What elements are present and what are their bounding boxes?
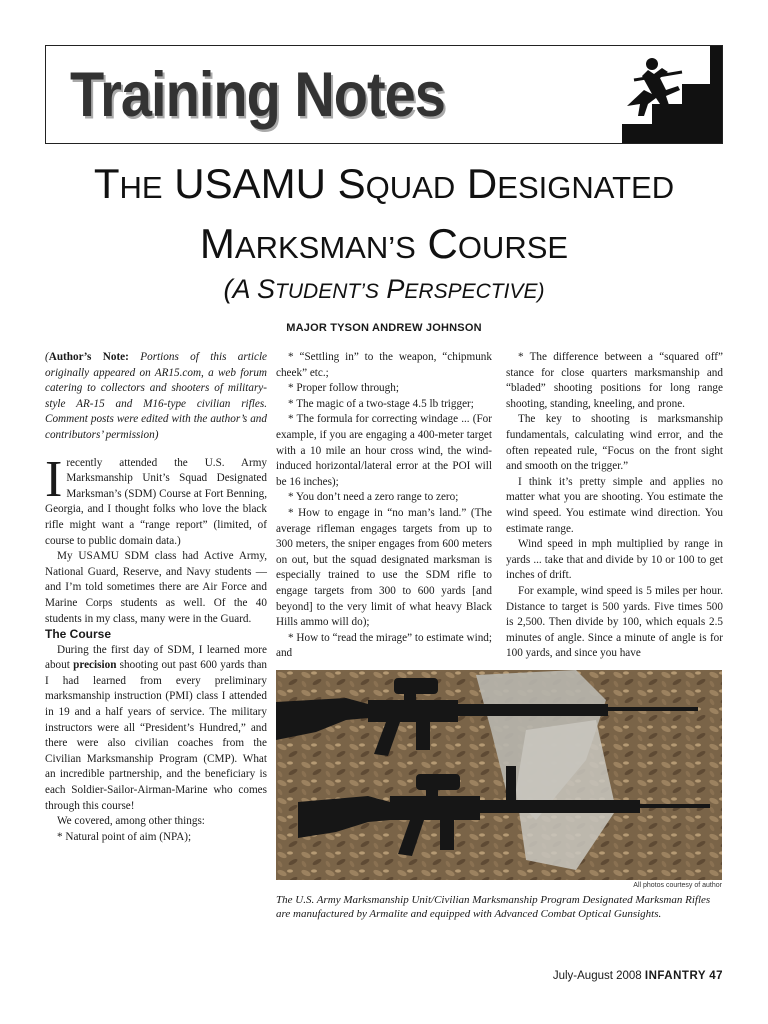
paragraph: During the first day of SDM, I learned more about precision shooting out past 600 yards than I had learned from every preliminary marksmanship instruction (PMI) class I attended in 19 and a half years of service. The military instructors were all “President’s Hundred,” and there were also civilian coaches from the Civilian Marksmanship Program (CMP). What an incredible partnership, and the beneficiary is each Soldier-Sailor-Airman-Marine who comes through this course! — [45, 643, 267, 812]
list-item: * How to engage in “no man’s land.” (The average rifleman engages targets from up to 300 meters, the sniper engages from 600 meters on out, but the squad designated marksman is especially trained to use the SDM rifle to engage targets from 300 to 600 yards [and beyond] to the very limit of what heavy Black Hills ammo will do); — [276, 506, 492, 629]
column-1 — [45, 350, 267, 845]
paragraph: Wind speed in mph multiplied by range in yards ... take that and divide by 10 or 100 to get inches of drift. — [506, 538, 723, 582]
list-item: * How to “read the mirage” to estimate wind; and — [276, 631, 492, 660]
paragraph: I think it’s pretty simple and applies no matter what you are shooting. You estimate the wind speed. You estimate wind direction. You estimate range. — [506, 475, 723, 535]
rifles-image — [276, 670, 722, 880]
intro-paragraph: Irecently attended the U.S. Army Marksmanship Unit’s Squad Designated Marksman’s (SDM) Course at Fort Benning, Georgia, and I thought folks who love the black rifle might want a “range report” (limited, of course to public domain data.) — [45, 450, 267, 547]
list-item: * Proper follow through; — [288, 382, 399, 395]
column-3 — [506, 350, 723, 662]
issue-date: July-August 2008 — [552, 970, 642, 982]
drop-cap: I — [45, 450, 63, 508]
section-banner — [45, 45, 723, 144]
column-2 — [276, 350, 492, 662]
article-subtitle: (A STUDENT’S PERSPECTIVE) — [223, 274, 545, 304]
photo-caption: The U.S. Army Marksmanship Unit/Civilian Marksmanship Program Designated Marksman Rifles are manufactured by Armalite and equipped with Advanced Combat Optical Gunsights. — [276, 894, 711, 920]
article-title-line-2: MARKSMAN’S COURSE — [199, 220, 569, 267]
author-byline: MAJOR TYSON ANDREW JOHNSON — [286, 322, 482, 334]
article-title-line-1: THE USAMU SQUAD DESIGNATED — [93, 160, 675, 207]
rifles-photo — [276, 670, 722, 880]
page-number: 47 — [709, 970, 723, 982]
list-item: * You don’t need a zero range to zero; — [288, 491, 459, 504]
paragraph: We covered, among other things: — [57, 815, 205, 828]
paragraph: The key to shooting is marksmanship fundamentals, calculating wind error, and the often repeated rule, “Focus on the front sight and smooth on the trigger.” — [506, 413, 723, 473]
photo-credit: All photos courtesy of author — [633, 882, 722, 889]
paragraph: For example, wind speed is 5 miles per hour. Distance to target is 500 yards. Five times 500 is 2,500. Then divide by 100, which equals 2.5 minutes of angle. Since a minute of angle is for 100 yards, and since you have — [506, 584, 723, 660]
list-item: * Natural point of aim (NPA); — [57, 830, 192, 843]
soldier-stairs-logo-icon — [582, 46, 722, 143]
subheading-the-course: The Course — [45, 627, 112, 642]
paragraph: My USAMU SDM class had Active Army, National Guard, Reserve, and Navy students — and I’m told sometimes there are Air Force and Marine Corps students as well. Of the 40 students in my class, many were in the Guard. — [45, 550, 267, 625]
section-title: Training Notes — [70, 59, 445, 130]
list-item: * The difference between a “squared off” stance for close quarters marksmanship and “bladed” shooting positions for long range shooting, standing, kneeling, and prone. — [506, 351, 723, 410]
list-item: * “Settling in” to the weapon, “chipmunk cheek” etc.; — [276, 351, 492, 379]
authors-note: (Author’s Note: Portions of this article originally appeared on AR15.com, a web forum catering to collectors and shooters of military-style AR-15 and M16-type civilian rifles. Comment posts were edited with the author’s and contributors’ permission) — [45, 351, 268, 441]
list-item: * The formula for correcting windage ... (For example, if you are engaging a 400-meter target with a 10 mile an hour cross wind, the wind-induced horizontal/lateral error at the POI will be 16 inches); — [276, 413, 492, 488]
page-footer — [553, 970, 723, 982]
magazine-name: INFANTRY — [644, 970, 706, 982]
list-item: * The magic of a two-stage 4.5 lb trigger; — [288, 397, 474, 410]
